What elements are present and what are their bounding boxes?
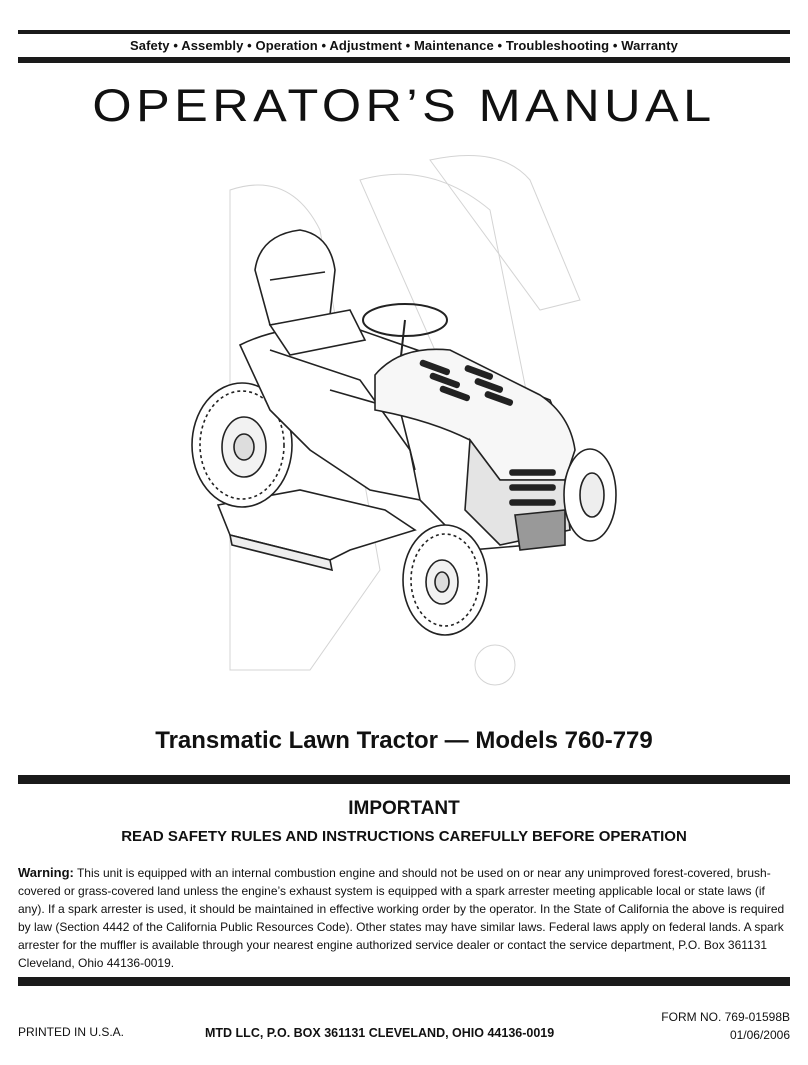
section-rule-top — [18, 775, 790, 784]
manual-title: OPERATOR’S MANUAL — [92, 80, 716, 131]
form-number: FORM NO. 769-01598B — [661, 1010, 790, 1024]
warning-paragraph — [18, 864, 790, 972]
product-title: Transmatic Lawn Tractor — Models 760-779 — [155, 727, 653, 754]
top-rule — [18, 30, 790, 34]
section-rule-bottom — [18, 977, 790, 986]
warning-label: Warning: — [18, 865, 74, 880]
front-wheel — [403, 525, 487, 635]
header-rule — [18, 57, 790, 63]
safety-subheading: READ SAFETY RULES AND INSTRUCTIONS CAREFULLY BEFORE OPERATION — [121, 828, 687, 845]
form-date: 01/06/2006 — [729, 1028, 790, 1042]
topic-list: Safety • Assembly • Operation • Adjustment • Maintenance • Troubleshooting • Warranty — [130, 38, 678, 53]
form-info — [661, 1008, 790, 1044]
important-heading: IMPORTANT — [348, 798, 460, 819]
lawn-tractor-illustration — [170, 150, 640, 710]
printed-in: PRINTED IN U.S.A. — [18, 1025, 125, 1039]
company-address: MTD LLC, P.O. BOX 361131 CLEVELAND, OHIO 44136-0019 — [205, 1026, 555, 1040]
rear-wheel-right — [564, 449, 616, 541]
warning-text: This unit is equipped with an internal combustion engine and should not be used on or near any unimproved forest-covered, brush-covered or grass-covered land unless the engine’s exhaust system is equipped with a spark arrester meeting applicable local or state laws (if any). If a spark arrester is used, it should be maintained in effective working order by the operator. In the State of California the above is required by law (Section 4442 of the California Public Resources Code). Other states may have similar laws. Federal laws apply on federal lands. A spark arrester for the muffler is available through your nearest engine authorized service dealer or contact the service department, P.O. Box 361131 Cleveland, Ohio 44136-0019. — [18, 866, 785, 970]
